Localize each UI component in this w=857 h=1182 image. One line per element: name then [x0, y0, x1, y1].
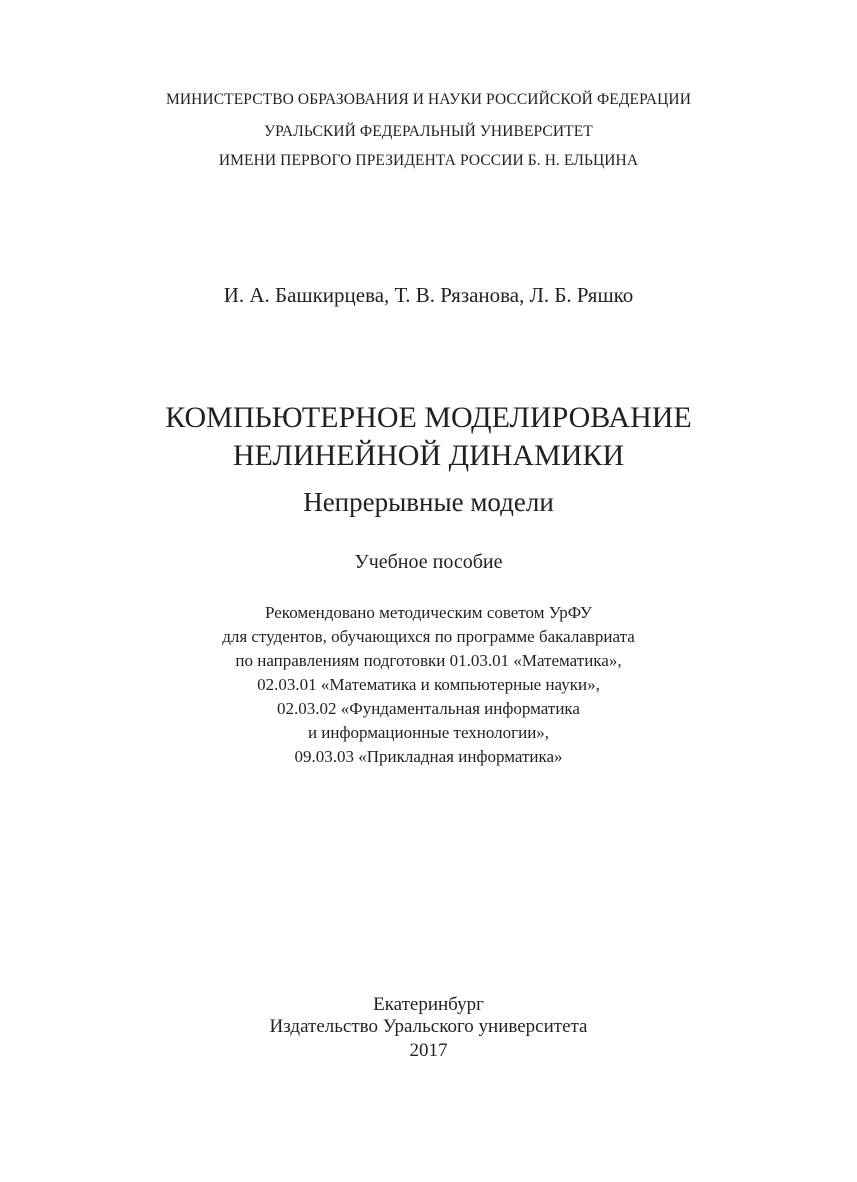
recommendation-line: Рекомендовано методическим советом УрФУ: [265, 603, 592, 622]
book-title-line-2: НЕЛИНЕЙНОЙ ДИНАМИКИ: [232, 439, 625, 472]
imprint-city: Екатеринбург: [373, 994, 484, 1015]
recommendation-line: и информационные технологии»,: [307, 723, 550, 742]
imprint-year: 2017: [409, 1040, 448, 1061]
recommendation-line: 09.03.03 «Прикладная информатика»: [294, 747, 563, 766]
recommendation-line: для студентов, обучающихся по программе бакалавриата: [222, 627, 635, 646]
recommendation-line: по направлениям подготовки 01.03.01 «Математика»,: [235, 651, 622, 670]
recommendation-line: 02.03.02 «Фундаментальная информатика: [277, 699, 580, 718]
authors: И. А. Башкирцева, Т. В. Рязанова, Л. Б. Ряшко: [223, 283, 634, 307]
ministry-line: МИНИСТЕРСТВО ОБРАЗОВАНИЯ И НАУКИ РОССИЙСКОЙ ФЕДЕРАЦИИ: [165, 91, 692, 108]
university-line: УРАЛЬСКИЙ ФЕДЕРАЛЬНЫЙ УНИВЕРСИТЕТ: [264, 123, 593, 140]
imprint-publisher: Издательство Уральского университета: [269, 1016, 588, 1037]
university-name-line: ИМЕНИ ПЕРВОГО ПРЕЗИДЕНТА РОССИИ Б. Н. ЕЛЬЦИНА: [218, 152, 639, 169]
document-type: Учебное пособие: [354, 551, 503, 573]
book-title-line-1: КОМПЬЮТЕРНОЕ МОДЕЛИРОВАНИЕ: [165, 401, 692, 434]
book-subtitle: Непрерывные модели: [303, 487, 554, 517]
recommendation-line: 02.03.01 «Математика и компьютерные науки»,: [257, 675, 600, 694]
